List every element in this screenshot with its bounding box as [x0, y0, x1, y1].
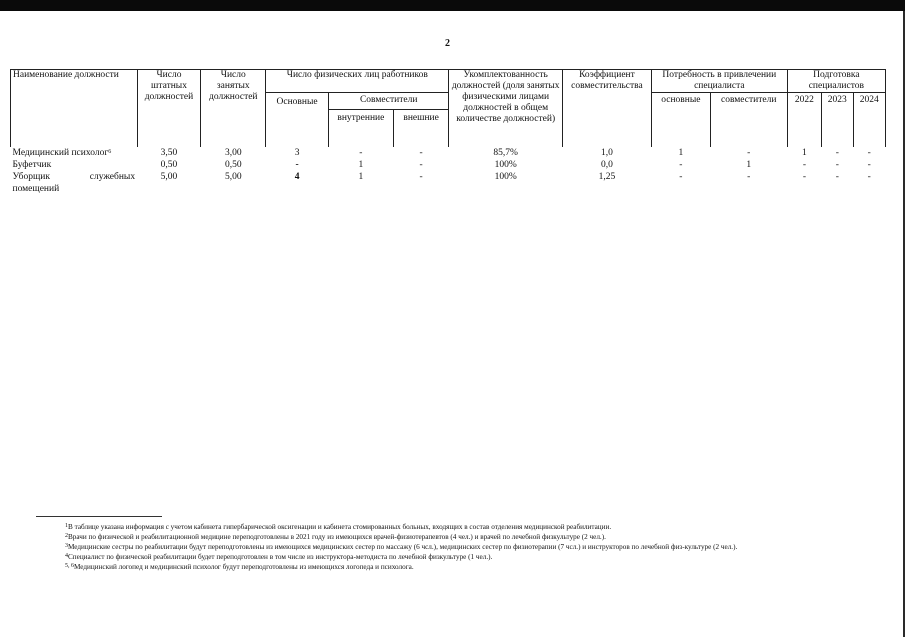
header-year-2023: 2023: [822, 93, 853, 148]
footnote-2: $^2$Врачи по физической и реабилитационной медицине переподготовлены в 2021 году из имеющихся врачей-физиотерапевтов (4 чел.) и врачей по лечебной физкультуре (2 чел.).: [65, 533, 606, 541]
header-coefficient: Коэффициент совместительства: [562, 70, 651, 148]
header-year-2024: 2024: [853, 93, 886, 148]
row-persons-external: -: [419, 172, 423, 182]
row-occupied: 5,00: [224, 172, 242, 182]
header-persons-main: Основные: [266, 93, 329, 148]
row-need-part: 1: [746, 160, 752, 170]
row-staff: 0,50: [160, 160, 178, 170]
header-staffing: Укомплектованность должностей (доля занятых физическими лицами должностей в общем количестве должностей): [449, 70, 562, 148]
row-staffing: 100%: [494, 172, 517, 182]
footnote-3: $^3$Медицинские сестры по реабилитации будут переподготовлены из имеющихся медицинских сестер по массажу (6 чсл.), медицинских сестер по физиотерапии (7 чсл.) и инструкторов по лечебной физ-культуре (2 чел.).: [65, 543, 738, 551]
table-row: [11, 159, 886, 171]
staffing-table: [10, 69, 886, 195]
header-need-main: основные: [651, 93, 710, 148]
header-occupied-count: Число занятых должностей: [201, 70, 266, 148]
row-staffing: 85,7%: [493, 148, 518, 158]
row-need-main: -: [679, 172, 683, 182]
row-year-2022: 1: [802, 148, 807, 158]
header-persons-part: Совместители: [328, 93, 449, 110]
row-year-2024: -: [867, 160, 871, 170]
header-year-2022: 2022: [787, 93, 821, 148]
row-coefficient: 0,0: [600, 160, 613, 170]
row-coefficient: 1,25: [598, 172, 616, 182]
row-persons-external: -: [419, 160, 423, 170]
row-position-name: Уборщик служебных помещений: [12, 172, 136, 194]
footnote-1: $^1$В таблице указана информация с учетом кабинета гипербарической оксигенации и кабинета стомированных больных, входящих в состав отделения медицинской реабилитации.: [65, 523, 612, 531]
row-persons-main: 3: [294, 148, 300, 158]
row-year-2024: -: [867, 172, 871, 182]
row-persons-internal: 1: [358, 160, 364, 170]
footnote-separator: [36, 516, 162, 517]
scan-top-border: [0, 0, 905, 11]
row-position-name: Буфетчик: [12, 160, 52, 170]
footnote-4: $^4$Специалист по физической реабилитации будет переподготовлен в том числе из инструктора-методиста по лечебной физкультуре (1 чел.).: [65, 553, 493, 561]
row-need-part: -: [747, 148, 751, 158]
row-persons-internal: 1: [358, 172, 364, 182]
header-need-part: совместители: [710, 93, 787, 148]
row-coefficient: 1,0: [600, 148, 613, 158]
row-persons-internal: -: [359, 148, 363, 158]
row-need-main: 1: [678, 148, 684, 158]
row-need-main: -: [679, 160, 683, 170]
header-position: Наименование должности: [11, 70, 138, 148]
row-staff: 3,50: [160, 148, 178, 158]
header-persons-internal: внутренние: [328, 110, 393, 148]
row-persons-main: -: [295, 160, 299, 170]
row-year-2023: -: [835, 172, 839, 182]
row-year-2024: -: [867, 148, 871, 158]
row-year-2023: -: [835, 160, 839, 170]
row-staffing: 100%: [494, 160, 517, 170]
table-row: [11, 171, 886, 195]
table-row: [11, 147, 886, 159]
header-persons-group: Число физических лиц работников: [266, 70, 449, 93]
row-year-2022: -: [802, 160, 806, 170]
row-persons-external: -: [419, 148, 423, 158]
row-occupied: 0,50: [224, 160, 242, 170]
header-row-1: [11, 70, 886, 93]
row-year-2023: -: [835, 148, 839, 158]
row-staff: 5,00: [160, 172, 178, 182]
header-staff-count: Число штатных должностей: [137, 70, 201, 148]
row-occupied: 3,00: [224, 148, 242, 158]
row-need-part: -: [747, 172, 751, 182]
row-position-name: Медицинский психолог$^6$: [12, 148, 112, 158]
header-training-group: Подготовка специалистов: [787, 70, 885, 93]
header-need-group: Потребность в привлечении специалиста: [651, 70, 787, 93]
header-persons-external: внешние: [393, 110, 449, 148]
row-persons-main: 4: [294, 172, 300, 182]
footnotes: [10, 522, 872, 572]
footnote-5-6: $^{5, 6}$Медицинский логопед и медицинский психолог будут переподготовлены из имеющихся логопеда и психолога.: [65, 563, 414, 571]
row-year-2022: -: [802, 172, 806, 182]
page-number: 2: [445, 38, 450, 49]
